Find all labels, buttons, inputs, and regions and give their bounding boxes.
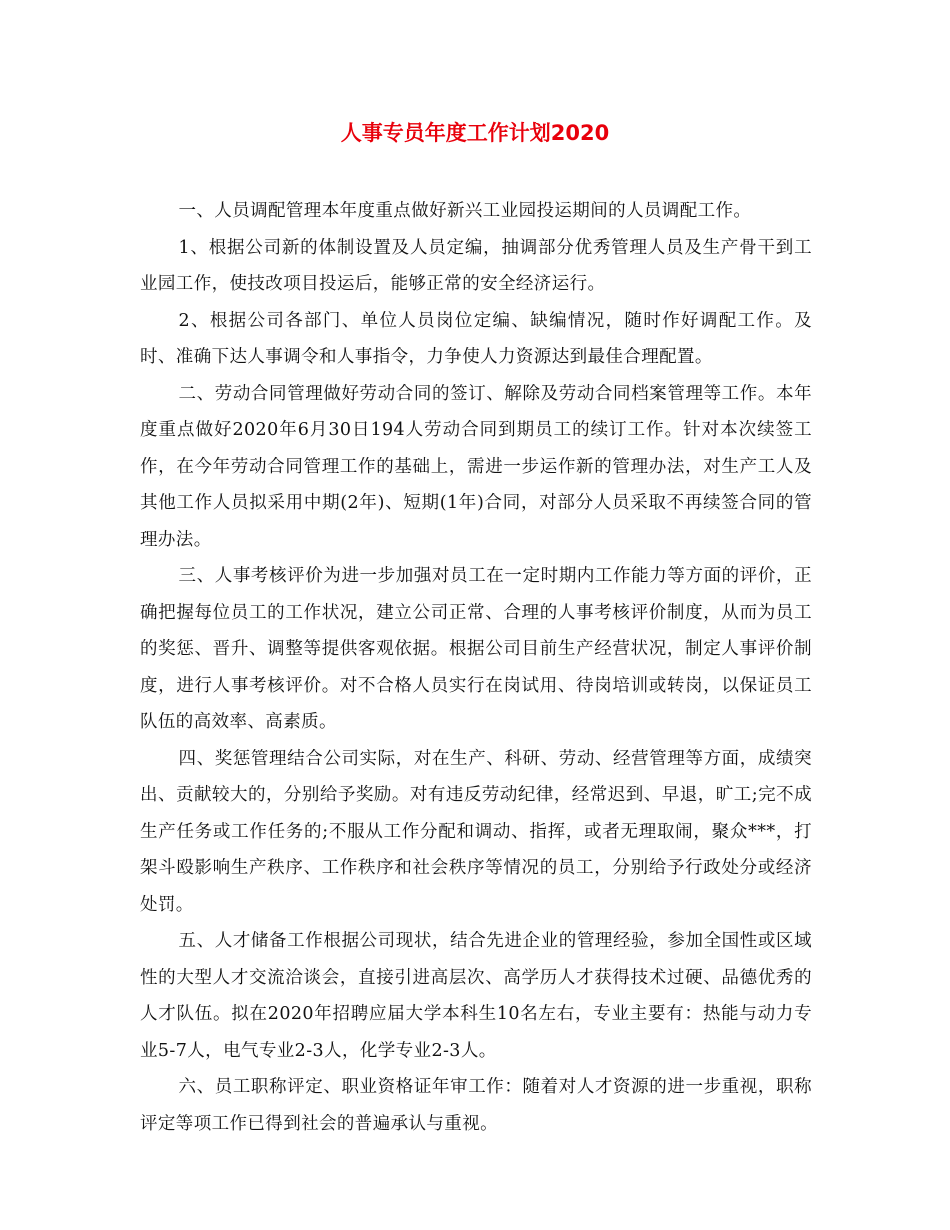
paragraph-section-6: 六、员工职称评定、职业资格证年审工作：随着对人才资源的进一步重视，职称评定等项工作已得到社会的普遍承认与重视。 (140, 1077, 812, 1134)
paragraph-item-2: 2、根据公司各部门、单位人员岗位定编、缺编情况，随时作好调配工作。及时、准确下达人事调令和人事指令，力争使人力资源达到最佳合理配置。 (140, 310, 812, 367)
paragraph-section-3: 三、人事考核评价为进一步加强对员工在一定时期内工作能力等方面的评价，正确把握每位员工的工作状况，建立公司正常、合理的人事考核评价制度，从而为员工的奖惩、晋升、调整等提供客观依据。根据公司目前生产经营状况，制定人事评价制度，进行人事考核评价。对不合格人员实行在岗试用、待岗培训或转岗，以保证员工队伍的高效率、高素质。 (140, 566, 812, 732)
document-body (140, 193, 812, 1142)
paragraph-section-5: 五、人才储备工作根据公司现状，结合先进企业的管理经验，参加全国性或区域性的大型人才交流洽谈会，直接引进高层次、高学历人才获得技术过硬、品德优秀的人才队伍。拟在2020年招聘应届大学本科生10名左右，专业主要有：热能与动力专业5-7人，电气专业2-3人，化学专业2-3人。 (140, 931, 812, 1061)
document-title: 人事专员年度工作计划2020 (340, 121, 610, 145)
paragraph-section-1: 一、人员调配管理本年度重点做好新兴工业园投运期间的人员调配工作。 (178, 201, 752, 221)
paragraph-item-1: 1、根据公司新的体制设置及人员定编，抽调部分优秀管理人员及生产骨干到工业园工作，使技改项目投运后，能够正常的安全经济运行。 (140, 237, 812, 294)
paragraph-section-4: 四、奖惩管理结合公司实际，对在生产、科研、劳动、经营管理等方面，成绩突出、贡献较大的，分别给予奖励。对有违反劳动纪律，经常迟到、早退，旷工;完不成生产任务或工作任务的;不服从工作分配和调动、指挥，或者无理取闹，聚众***，打架斗殴影响生产秩序、工作秩序和社会秩序等情况的员工，分别给予行政处分或经济处罚。 (140, 748, 812, 915)
paragraph-section-2: 二、劳动合同管理做好劳动合同的签订、解除及劳动合同档案管理等工作。本年度重点做好2020年6月30日194人劳动合同到期员工的续订工作。针对本次续签工作，在今年劳动合同管理工作的基础上，需进一步运作新的管理办法，对生产工人及其他工作人员拟采用中期(2年)、短期(1年)合同，对部分人员采取不再续签合同的管理办法。 (140, 383, 812, 550)
